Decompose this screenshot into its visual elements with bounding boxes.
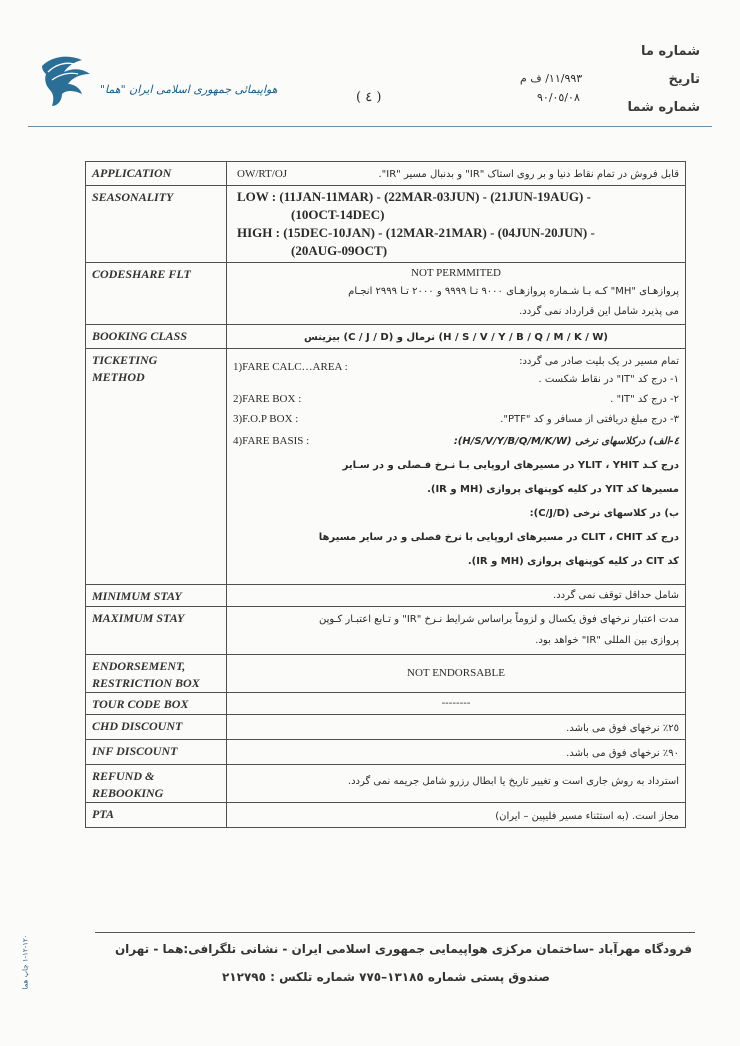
label-line-1: REFUND & [92, 769, 155, 783]
codeshare-text-2: می پذیرد شامل این قرارداد نمی گردد. [519, 306, 679, 317]
row-label [86, 349, 227, 585]
pta-value: مجاز است. (به استثناء مسیر فلیپین – ایران) [495, 811, 679, 822]
high-season-line-2: (20AUG-09OCT) [291, 243, 388, 258]
row-label: CODESHARE FLT [86, 263, 227, 325]
row-label: MINIMUM STAY [86, 585, 227, 607]
ticketing-line-7: ب) در کلاسهای نرخی (C/J/D): [529, 508, 679, 519]
page-number: ( ٤ ) [356, 90, 382, 105]
codeshare-status: NOT PERMMITED [411, 267, 501, 279]
row-label: BOOKING CLASS [86, 325, 227, 349]
fare-rules-table [85, 161, 686, 828]
table-row [86, 715, 686, 740]
table-row [86, 162, 686, 186]
row-value [227, 263, 686, 325]
homa-bird-logo [38, 52, 98, 108]
label-line-2: RESTRICTION BOX [92, 676, 200, 690]
table-row [86, 655, 686, 693]
row-label: INF DISCOUNT [86, 740, 227, 765]
table-row [86, 740, 686, 765]
footer-contact: صندوق پستی شماره ١٣١٨٥–٧٧٥ شماره تلکس : ٢١٢٧٩٥ [221, 970, 550, 984]
ticketing-step-1: ١- درج کد "IT" در نقاط شکست . [538, 374, 679, 385]
row-label: SEASONALITY [86, 186, 227, 263]
maximum-stay-line-1: مدت اعتبار نرخهای فوق یکسال و لزوماً براساس شرایط نـرخ "IR" و تـابع اعتبـار کـوپن [318, 614, 679, 625]
ticketing-step-2: ٢- درج کد "IT" . [610, 394, 679, 405]
row-label: TOUR CODE BOX [86, 693, 227, 715]
ticketing-intro: تمام مسیر در یک بلیت صادر می گردد: [519, 356, 679, 367]
row-value [227, 715, 686, 740]
row-label [86, 655, 227, 693]
row-value [227, 765, 686, 803]
row-value [227, 655, 686, 693]
label-line-1: ENDORSEMENT, [92, 659, 186, 673]
table-row [86, 693, 686, 715]
row-value [227, 585, 686, 607]
row-value [227, 325, 686, 349]
footer-address: فرودگاه مهرآباد -ساختمان مرکزی هواپیمایی جمهوری اسلامی ایران - نشانی تلگرافی:هما - تهران [114, 942, 692, 956]
row-value [227, 693, 686, 715]
maximum-stay-line-2: پروازی بین المللی "IR" خواهد بود. [535, 635, 679, 646]
refund-value: استرداد به روش جاری است و تغییر تاریخ یا ابطال رزرو شامل جریمه نمی گردد. [347, 776, 679, 787]
row-label: APPLICATION [86, 162, 227, 186]
infant-discount-value: ٩٠٪ نرخهای فوق می باشد. [566, 748, 679, 759]
table-row [86, 263, 686, 325]
table-row [86, 325, 686, 349]
table-row [86, 765, 686, 803]
codeshare-text-1: پروازهـای "MH" کـه بـا شـماره پروازهـای ٩٠٠٠ تـا ٩٩٩٩ و ٢٠٠٠ تـا ٢٩٩٩ انجـام [348, 286, 679, 297]
row-label: PTA [86, 803, 227, 828]
fare-calc-label: 1)FARE CALC…AREA : [233, 361, 348, 373]
table-row [86, 803, 686, 828]
label-line-1: TICKETING [92, 353, 158, 367]
date-label: تاریخ [668, 72, 700, 87]
row-label: MAXIMUM STAY [86, 607, 227, 655]
table-row [86, 607, 686, 655]
footer-divider [95, 932, 695, 933]
table-row [86, 585, 686, 607]
fare-box-label: 2)FARE BOX : [233, 393, 302, 405]
row-value [227, 803, 686, 828]
row-value [227, 740, 686, 765]
row-label: CHD DISCOUNT [86, 715, 227, 740]
fare-basis-label: 4)FARE BASIS : [233, 435, 310, 447]
row-value [227, 186, 686, 263]
minimum-stay-value: شامل حداقل توقف نمی گردد. [553, 590, 679, 601]
label-line-2: METHOD [92, 370, 145, 384]
table-row [86, 186, 686, 263]
low-season-line: LOW : (11JAN-11MAR) - (22MAR-03JUN) - (21JUN-19AUG) - [237, 189, 591, 204]
reference-number: ١١/٩٩٣/ ف م [520, 72, 583, 85]
child-discount-value: ٢٥٪ نرخهای فوق می باشد. [566, 723, 679, 734]
row-value [227, 162, 686, 186]
label-line-2: REBOOKING [92, 786, 164, 800]
application-text: قابل فروش در تمام نقاط دنیا و بر روی استاک "IR" و بدنبال مسیر "IR". [378, 169, 679, 180]
table-row [86, 349, 686, 585]
journey-types: OW/RT/OJ [237, 168, 288, 180]
fop-box-label: 3)F.O.P BOX : [233, 413, 299, 425]
form-code [21, 930, 40, 1000]
ticketing-line-6: مسیرها کد YIT در کلیه کوپنهای پروازی (MH و IR). [427, 484, 679, 495]
ticketing-line-9: کد CIT در کلیه کوپنهای پروازی (MH و IR). [467, 556, 679, 567]
row-value [227, 607, 686, 655]
header-divider [28, 126, 712, 127]
your-number-label: شماره شما [627, 100, 700, 115]
ticketing-step-4: ٤-الف) درکلاسهای نرخی (H/S/V/Y/B/Q/M/K/W): [453, 436, 679, 447]
booking-classes: (H / S / V / Y / B / Q / M / K / W) نرمال و (C / J / D) بیزینس [304, 332, 608, 343]
tour-code-value: -------- [441, 698, 471, 709]
ticketing-line-8: درج کد CLIT ، CHIT در مسیرهای اروپایی با نرخ فصلی و در سایر مسیرها [318, 532, 679, 543]
high-season-line: HIGH : (15DEC-10JAN) - (12MAR-21MAR) - (04JUN-20JUN) - [237, 225, 595, 240]
ticketing-line-5: درج کـد YLIT ، YHIT در مسیرهای اروپایی بـا نـرخ فـصلی و در سـایر [342, 460, 679, 471]
low-season-line-2: (10OCT-14DEC) [291, 207, 385, 222]
ticketing-step-3: ٣- درج مبلغ دریافتی از مسافر و کد "PTF". [500, 414, 679, 425]
row-label [86, 765, 227, 803]
reference-date: ٩٠/٠٥/٠٨ [537, 91, 580, 104]
endorsement-value: NOT ENDORSABLE [407, 667, 505, 679]
form-code-text: ١٢٠-١٢-١ چاپ هما [21, 934, 30, 990]
airline-name: هواپیمائی جمهوری اسلامی ایران "هما" [100, 83, 278, 96]
our-number-label: شماره ما [641, 44, 700, 59]
ticketing-method-value [227, 349, 686, 585]
